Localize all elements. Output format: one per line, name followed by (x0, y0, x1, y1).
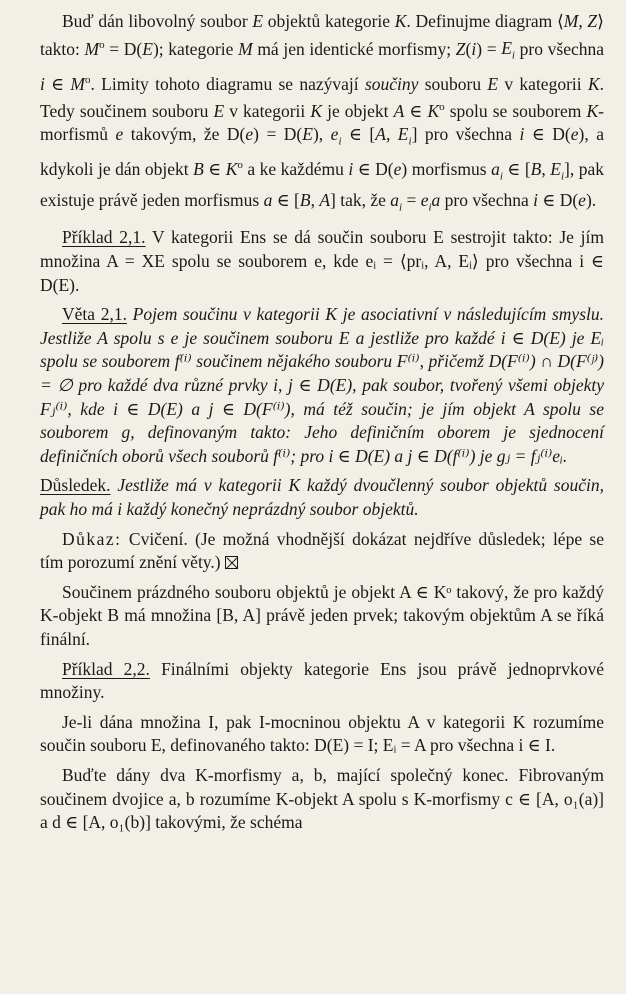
example-2-2-label: Příklad 2,2. (62, 658, 150, 679)
paragraph-product-definition: Buď dán libovolný soubor E objektů kategorie K. Definujme diagram ⟨M, Z⟩ takto: $M^o = D(E)$; kategorie M má jen identické morfismy; $Z(i) = E_i$ pro všechna i ∈ $M^o$. Limity tohoto diagramu se nazývají součiny souboru E v kategorii K. Tedy součinem souboru E v kategorii K je objekt A ∈ $K^o$ spolu se souborem K-morfismů e takovým, že D(e) = D(E), $e_i$ ∈ [A, $E_i$] pro všechna i ∈ D(e), a kdykoli je dán objekt B ∈ $K^o$ a ke každému i ∈ D(e) morfismus $a_i$ ∈ [B, $E_i$], pak existuje právě jeden morfismus a ∈ [B, A] tak, že $a_i = e_ia$ pro všechna i ∈ D(e). (40, 11, 604, 214)
theorem-2-1-body: Pojem součinu v kategorii K je asociativní v následujícím smyslu. Jestliže A spolu s e je součinem souboru E a jestliže pro každé i ∈ D(E) je Eᵢ spolu se souborem f⁽ⁱ⁾ součinem nějakého souboru F⁽ⁱ⁾, přičemž D(F⁽ⁱ⁾) ∩ D(F⁽ʲ⁾) = ∅ pro každé dva různé prvky i, j ∈ D(E), pak soubor, tvořený všemi objekty Fⱼ⁽ⁱ⁾, kde i ∈ D(E) a j ∈ D(F⁽ⁱ⁾), má též součin; je jím objekt A spolu se souborem g, definovaným takto: Jeho definičním oborem je sjednocení definičních oborů všech souborů f⁽ⁱ⁾; pro i ∈ D(E) a j ∈ D(f⁽ⁱ⁾) je gⱼ = fⱼ⁽ⁱ⁾eᵢ. (40, 304, 604, 466)
corollary-label: Důsledek. (40, 475, 111, 496)
example-2-1-lead: V kategorii Ens se dá součin souboru E sestrojit (151, 227, 506, 248)
document-page (40, 10, 604, 841)
paragraph-power: Je-li dána množina I, pak I-mocninou objektu A v kategorii K rozumíme součin souboru E, definovaného takto: D(E) = I; Eᵢ = A pro všechna i ∈ I. (40, 711, 604, 756)
theorem-2-1 (40, 303, 604, 468)
example-2-1 (40, 226, 604, 297)
proof-body: Cvičení. (Je možná vhodnější dokázat nejdříve důsledek; lépe se tím porozumí znění věty.) (40, 528, 604, 573)
corollary-body: Jestliže má v kategorii K každý dvoučlenný soubor objektů součin, pak ho má i každý konečný neprázdný soubor objektů. (40, 475, 604, 519)
proof-label: Důkaz: (62, 528, 122, 549)
example-2-1-label: Příklad 2,1. (62, 227, 146, 248)
corollary (40, 474, 604, 521)
example-2-2 (40, 658, 604, 705)
paragraph-final-objects: Součinem prázdného souboru objektů je objekt A ∈ Kᵒ takový, že pro každý K-objekt B má množina [B, A] právě jeden prvek; takovým objektům A se říká finální. (40, 581, 604, 649)
proof (40, 528, 604, 575)
example-2-1-body: takto: Je jím množina A = XE spolu se souborem e, kde eᵢ = ⟨prᵢ, A, Eᵢ⟩ pro všechna i ∈ D(E). (40, 227, 604, 295)
qed-box-icon (225, 556, 238, 569)
theorem-2-1-label: Věta 2,1. (62, 304, 127, 325)
example-2-2-body: Finálními objekty kategorie Ens jsou právě jednoprvkové množiny. (40, 658, 605, 703)
paragraph-fibred-product: Buďte dány dva K-morfismy a, b, mající společný konec. Fibrovaným součinem dvojice a, b rozumíme K-objekt A spolu s K-morfismy c ∈ [A, o₁(a)] a d ∈ [A, o₁(b)] takovými, že schéma (40, 764, 604, 833)
